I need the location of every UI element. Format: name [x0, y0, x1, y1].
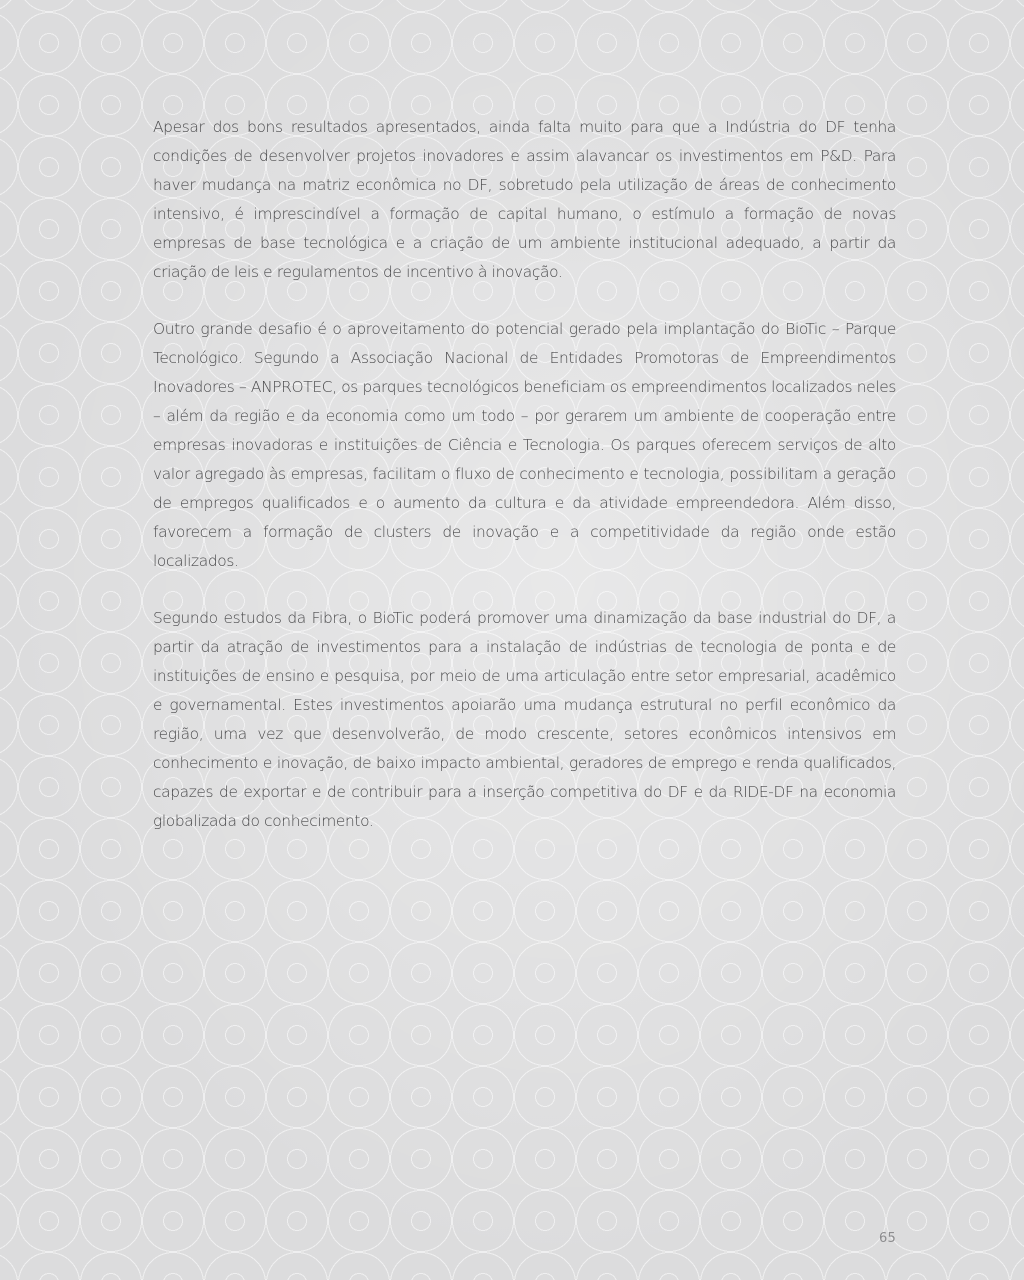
body-text	[153, 113, 896, 864]
paragraph-2: Outro grande desafio é o aproveitamento do potencial gerado pela implantação do BioTic – Parque Tecnológico. Segundo a Associação Nacional de Entidades Promotoras de Empreendimentos Inovadores – ANPROTEC, os parques tecnológicos beneficiam os empreendimentos localizados neles – além da região e da economia como um todo – por gerarem um ambiente de cooperação entre empresas inovadoras e instituições de Ciência e Tecnologia. Os parques oferecem serviços de alto valor agregado às empresas, facilitam o fluxo de conhecimento e tecnologia, possibilitam a geração de empregos qualificados e o aumento da cultura e da atividade empreendedora. Além disso, favorecem a formação de clusters de inovação e a competitividade da região onde estão localizados.	[153, 320, 896, 570]
paragraph-3: Segundo estudos da Fibra, o BioTic poderá promover uma dinamização da base industrial do DF, a partir da atração de investimentos para a instalação de indústrias de tecnologia de ponta e de instituições de ensino e pesquisa, por meio de uma articulação entre setor empresarial, acadêmico e governamental. Estes investimentos apoiarão uma mudança estrutural no perfil econômico da região, uma vez que desenvolverão, de modo crescente, setores econômicos intensivos em conhecimento e inovação, de baixo impacto ambiental, geradores de emprego e renda qualificados, capazes de exportar e de contribuir para a inserção competitiva do DF e da RIDE-DF na economia globalizada do conhecimento.	[153, 609, 896, 830]
page-number: 65	[879, 1231, 896, 1246]
paragraph-1: Apesar dos bons resultados apresentados, ainda falta muito para que a Indústria do DF tenha condições de desenvolver projetos inovadores e assim alavancar os investimentos em P&D. Para haver mudança na matriz econômica no DF, sobretudo pela utilização de áreas de conhecimento intensivo, é imprescindível a formação de capital humano, o estímulo a formação de novas empresas de base tecnológica e a criação de um ambiente institucional adequado, a partir da criação de leis e regulamentos de incentivo à inovação.	[153, 118, 896, 281]
